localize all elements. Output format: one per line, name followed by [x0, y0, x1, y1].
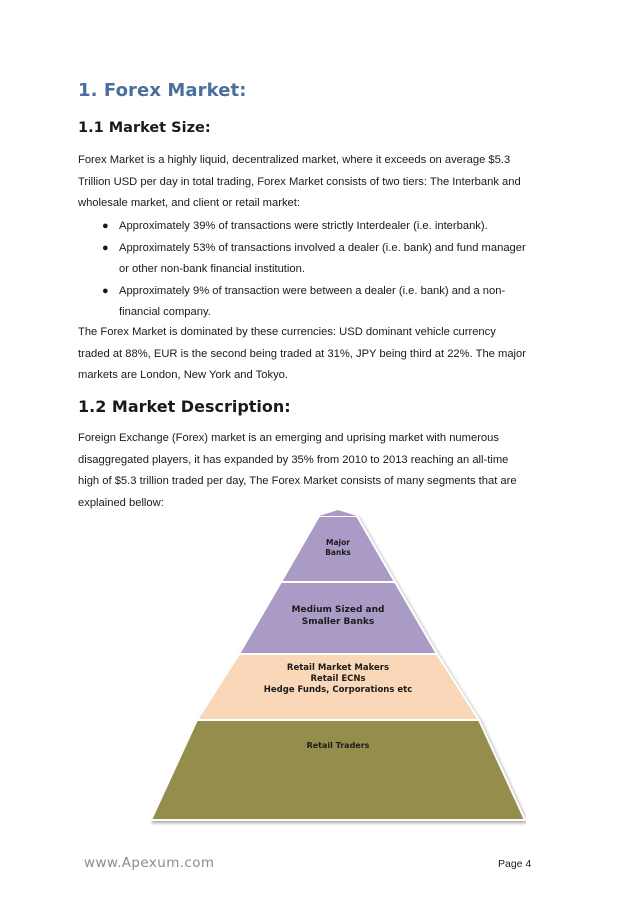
text-line: wholesale market, and client or retail market:: [78, 197, 300, 209]
list-item: [78, 216, 564, 238]
page-number: Page 4: [498, 858, 532, 870]
market-segments-pyramid: [150, 508, 526, 826]
text-line: markets are London, New York and Tokyo.: [78, 369, 288, 381]
pyramid-apex: [319, 510, 357, 516]
tier-label: Retail ECNs: [310, 674, 366, 684]
text-line: explained bellow:: [78, 496, 164, 509]
bullet-icon: ●: [102, 284, 109, 297]
bullet-icon: ●: [102, 220, 109, 232]
text-line: Approximately 39% of transactions were strictly Interdealer (i.e. interbank).: [119, 220, 488, 232]
market-description-paragraph: [78, 428, 564, 514]
bullet-icon: ●: [102, 241, 109, 254]
transaction-bullet-list: [78, 216, 564, 324]
tier-label: Smaller Banks: [301, 617, 375, 627]
text-line: financial company.: [119, 306, 211, 318]
text-line: Foreign Exchange (Forex) market is an emerging and uprising market with numerous: [78, 432, 499, 444]
text-line: traded at 88%, EUR is the second being traded at 31%, JPY being third at 22%. The major: [78, 347, 526, 360]
text-line: high of $5.3 trillion traded per day, The Forex Market consists of many segments that are: [78, 475, 517, 487]
section-heading: 1. Forex Market:: [78, 80, 247, 101]
text-line: Forex Market is a highly liquid, decentralized market, where it exceeds on average $5.3: [78, 154, 511, 166]
text-line: Trillion USD per day in total trading, Forex Market consists of two tiers: The Interbank and: [78, 175, 521, 188]
currency-dominance-paragraph: [78, 322, 564, 387]
list-item: [78, 281, 564, 324]
tier-label: Retail Traders: [306, 741, 370, 750]
tier-label: Retail Market Makers: [286, 663, 390, 673]
market-description-title: 1.2 Market Description:: [78, 397, 291, 416]
tier-label: Major: [326, 538, 350, 547]
market-size-title: 1.1 Market Size:: [78, 120, 211, 136]
tier-label: Banks: [325, 548, 351, 557]
tier-label: Hedge Funds, Corporations etc: [263, 685, 413, 695]
text-line: disaggregated players, it has expanded by 35% from 2010 to 2013 reaching an all-time: [78, 453, 509, 466]
footer-website: www.Apexum.com: [84, 855, 215, 871]
pyramid-tier-retail-traders: [151, 720, 525, 820]
text-line: The Forex Market is dominated by these currencies: USD dominant vehicle currency: [78, 326, 496, 338]
text-line: or other non-bank financial institution.: [119, 263, 305, 275]
text-line: Approximately 9% of transaction were between a dealer (i.e. bank) and a non-: [119, 284, 506, 297]
market-size-intro: [78, 150, 564, 215]
tier-label: Medium Sized and: [291, 605, 385, 615]
text-line: Approximately 53% of transactions involved a dealer (i.e. bank) and fund manager: [119, 241, 526, 254]
list-item: [78, 238, 564, 281]
